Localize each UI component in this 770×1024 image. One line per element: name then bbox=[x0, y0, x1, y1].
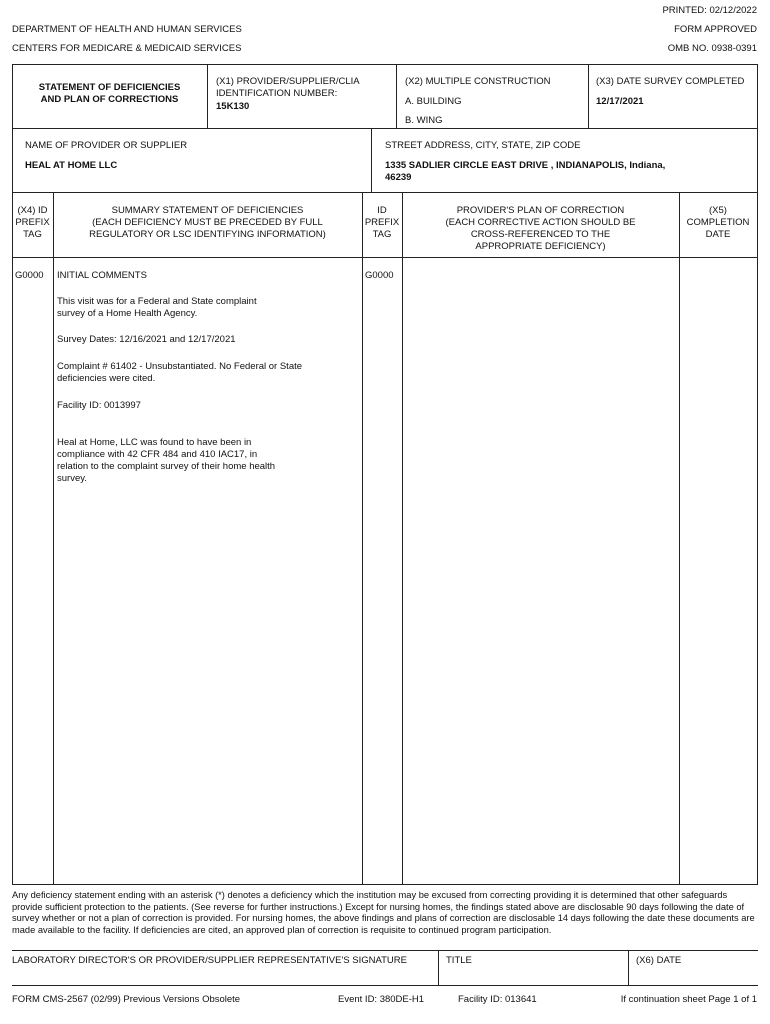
address-line2: 46239 bbox=[385, 172, 412, 183]
plan-header-line3: CROSS-REFERENCED TO THE bbox=[470, 229, 611, 240]
x1-label-line1: (X1) PROVIDER/SUPPLIER/CLIA bbox=[216, 76, 360, 87]
id-header-line2: PREFIX bbox=[364, 217, 400, 228]
x5-header-line2: COMPLETION bbox=[686, 217, 750, 228]
footnote: Any deficiency statement ending with an asterisk (*) denotes a deficiency which the institution may be excused from correcting providing it is determined that other safeguards provide sufficient protection to the patients. (See reverse for further instructions.) Except for nursing homes, the findings stated above are disclosable 90 days following the date of survey whether or not a plan of correction is provided. For nursing homes, the above findings and plans of correction are disclosable 14 days following the date these documents are made available to the facility. If deficiencies are cited, an approved plan of correction is requisite to continued program participation. bbox=[12, 890, 755, 935]
entry-id-prefix-tag: G0000 bbox=[365, 270, 394, 281]
signature-label: LABORATORY DIRECTOR'S OR PROVIDER/SUPPLIER REPRESENTATIVE'S SIGNATURE bbox=[12, 955, 407, 966]
form-approved: FORM APPROVED bbox=[674, 24, 757, 35]
plan-header-line2: (EACH CORRECTIVE ACTION SHOULD BE bbox=[445, 217, 636, 228]
entry-paragraph-3: Complaint # 61402 - Unsubstantiated. No Federal or State deficiencies were cited. bbox=[57, 361, 303, 384]
facility-id: Facility ID: 013641 bbox=[458, 994, 537, 1005]
summary-header-line1: SUMMARY STATEMENT OF DEFICIENCIES bbox=[111, 205, 304, 216]
summary-header-line2: (EACH DEFICIENCY MUST BE PRECEDED BY FULL bbox=[92, 217, 323, 228]
omb-number: OMB NO. 0938-0391 bbox=[667, 43, 757, 54]
page-indicator: If continuation sheet Page 1 of 1 bbox=[620, 994, 757, 1005]
entry-paragraph-4: Facility ID: 0013997 bbox=[57, 400, 141, 411]
title-label: TITLE bbox=[446, 955, 472, 966]
printed-date: PRINTED: 02/12/2022 bbox=[662, 5, 757, 16]
x3-label: (X3) DATE SURVEY COMPLETED bbox=[596, 76, 745, 87]
address-line1: 1335 SADLIER CIRCLE EAST DRIVE , INDIANAPOLIS, Indiana, bbox=[385, 160, 666, 171]
plan-header-line4: APPROPRIATE DEFICIENCY) bbox=[475, 241, 606, 252]
x5-header-line1: (X5) bbox=[709, 205, 727, 216]
address-label: STREET ADDRESS, CITY, STATE, ZIP CODE bbox=[385, 140, 581, 151]
department-name: DEPARTMENT OF HEALTH AND HUMAN SERVICES bbox=[12, 24, 242, 35]
cms-name: CENTERS FOR MEDICARE & MEDICAID SERVICES bbox=[12, 43, 242, 54]
provider-name-label: NAME OF PROVIDER OR SUPPLIER bbox=[25, 140, 188, 151]
x1-label-line2: IDENTIFICATION NUMBER: bbox=[216, 88, 338, 99]
entry-prefix-tag: G0000 bbox=[15, 270, 44, 281]
x2-building: A. BUILDING bbox=[405, 96, 462, 107]
provider-name-value: HEAL AT HOME LLC bbox=[25, 160, 118, 171]
entry-paragraph-2: Survey Dates: 12/16/2021 and 12/17/2021 bbox=[57, 334, 236, 345]
x2-label: (X2) MULTIPLE CONSTRUCTION bbox=[405, 76, 551, 87]
x4-header-line2: PREFIX bbox=[15, 217, 50, 228]
x2-wing: B. WING bbox=[405, 115, 443, 126]
id-header-line3: TAG bbox=[372, 229, 392, 240]
x1-id-value: 15K130 bbox=[216, 101, 250, 112]
plan-header-line1: PROVIDER'S PLAN OF CORRECTION bbox=[456, 205, 625, 216]
x3-date-value: 12/17/2021 bbox=[596, 96, 644, 107]
id-header-line1: ID bbox=[377, 205, 387, 216]
x5-header-line3: DATE bbox=[705, 229, 731, 240]
event-id: Event ID: 380DE-H1 bbox=[338, 994, 425, 1005]
summary-header-line3: REGULATORY OR LSC IDENTIFYING INFORMATION) bbox=[89, 229, 326, 240]
statement-line1: STATEMENT OF DEFICIENCIES bbox=[38, 82, 181, 93]
entry-paragraph-1: This visit was for a Federal and State complaint survey of a Home Health Agency. bbox=[57, 296, 257, 319]
entry-title: INITIAL COMMENTS bbox=[57, 270, 147, 281]
entry-paragraph-5: Heal at Home, LLC was found to have been in compliance with 42 CFR 484 and 410 IAC17, in relation to the complaint survey of their home health survey. bbox=[57, 437, 276, 484]
statement-line2: AND PLAN OF CORRECTIONS bbox=[40, 94, 179, 105]
x6-date-label: (X6) DATE bbox=[636, 955, 682, 966]
form-number: FORM CMS-2567 (02/99) Previous Versions Obsolete bbox=[12, 994, 241, 1005]
x4-header-line1: (X4) ID bbox=[17, 205, 48, 216]
x4-header-line3: TAG bbox=[23, 229, 42, 240]
